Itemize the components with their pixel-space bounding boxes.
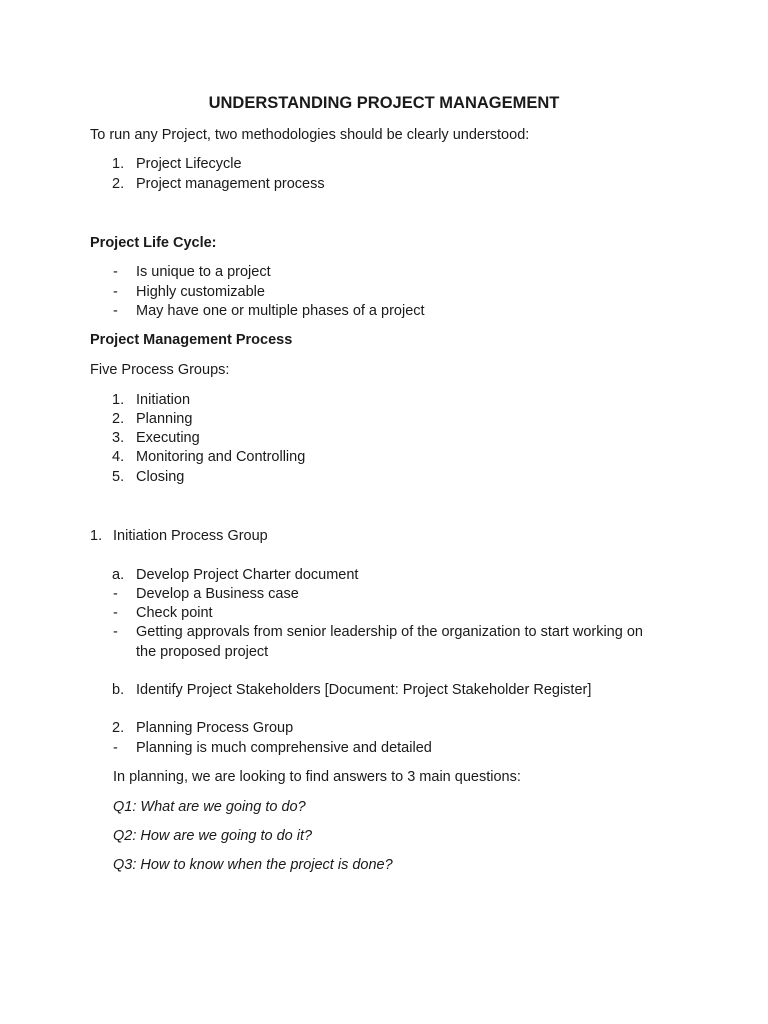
list-marker: 3. bbox=[112, 430, 125, 446]
list-item: Check point bbox=[136, 605, 213, 621]
list-marker: 1. bbox=[112, 392, 125, 408]
section-marker: 1. bbox=[90, 528, 103, 544]
list-item: Develop a Business case bbox=[136, 586, 299, 602]
question-item: Q1: What are we going to do? bbox=[113, 799, 306, 815]
initiation-heading: Initiation Process Group bbox=[113, 528, 268, 544]
list-marker: - bbox=[113, 586, 118, 602]
list-item: Highly customizable bbox=[136, 284, 265, 300]
intro-text: To run any Project, two methodologies should be clearly understood: bbox=[90, 127, 530, 143]
list-marker: a. bbox=[112, 567, 125, 583]
list-marker: 4. bbox=[112, 449, 125, 465]
list-item: Executing bbox=[136, 430, 200, 446]
list-marker: 2. bbox=[112, 411, 125, 427]
list-item: Initiation bbox=[136, 392, 191, 408]
document-title: UNDERSTANDING PROJECT MANAGEMENT bbox=[208, 94, 560, 112]
pm-process-heading: Project Management Process bbox=[90, 332, 293, 348]
list-marker: - bbox=[113, 303, 118, 319]
life-cycle-heading: Project Life Cycle: bbox=[90, 235, 217, 251]
list-item: Planning is much comprehensive and detailed bbox=[136, 740, 432, 756]
list-marker: 1. bbox=[112, 156, 125, 172]
question-item: Q3: How to know when the project is done? bbox=[113, 857, 393, 873]
list-marker: - bbox=[113, 284, 118, 300]
list-item: Monitoring and Controlling bbox=[136, 449, 306, 465]
list-marker: 5. bbox=[112, 469, 125, 485]
list-item: Identify Project Stakeholders [Document: Project Stakeholder Register] bbox=[136, 682, 592, 698]
list-item: Project management process bbox=[136, 176, 325, 192]
process-groups-label: Five Process Groups: bbox=[90, 362, 230, 378]
list-item: Project Lifecycle bbox=[136, 156, 242, 172]
list-item: Closing bbox=[136, 469, 185, 485]
list-item-continuation: the proposed project bbox=[136, 644, 269, 660]
list-marker: b. bbox=[112, 682, 125, 698]
section-marker: 2. bbox=[112, 720, 125, 736]
list-item: Is unique to a project bbox=[136, 264, 271, 280]
list-marker: - bbox=[113, 624, 118, 640]
list-item: Develop Project Charter document bbox=[136, 567, 359, 583]
list-marker: - bbox=[113, 264, 118, 280]
list-marker: - bbox=[113, 605, 118, 621]
list-item: Planning bbox=[136, 411, 193, 427]
planning-intro: In planning, we are looking to find answers to 3 main questions: bbox=[113, 769, 521, 785]
question-item: Q2: How are we going to do it? bbox=[113, 828, 313, 844]
planning-heading: Planning Process Group bbox=[136, 720, 294, 736]
list-marker: 2. bbox=[112, 176, 125, 192]
list-item: May have one or multiple phases of a project bbox=[136, 303, 425, 319]
list-item: Getting approvals from senior leadership of the organization to start working on bbox=[136, 624, 643, 640]
list-marker: - bbox=[113, 740, 118, 756]
